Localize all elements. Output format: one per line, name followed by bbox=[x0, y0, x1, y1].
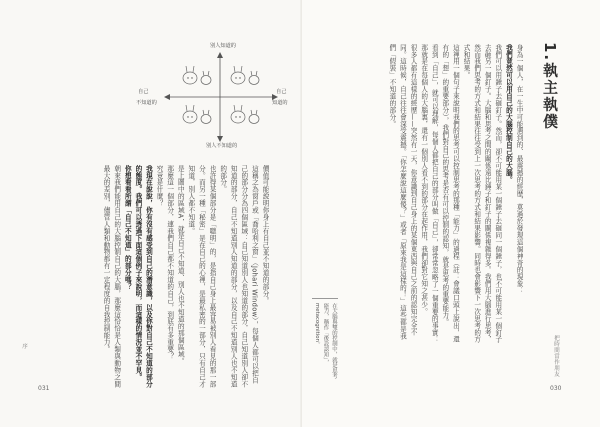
diagram-label-top: 別人知道的 bbox=[210, 43, 236, 49]
footnote: 在大腦與雙的控制中，就是思考能力，稱作「後設認知」，metacognition。 bbox=[312, 298, 338, 383]
right-emphasis: 我們竟然可以用自己的大腦控制自己的大腦。 bbox=[504, 44, 513, 183]
left-paragraph-3: 也許得某個部分是「聰明」的，是指自己身上最容易被別人看見的那一部分。而另一種「秘密」是在自己的心裡，是最私密的一部分，只有自己才知道，別人都不知道。 bbox=[186, 165, 217, 388]
right-paragraph-1: 身為一個人，在一生中可能遇到的、最震撼的經歷，莫過於發現這個神奇的現象： bbox=[515, 44, 523, 295]
left-question: 你想看看所謂「自己不知道」的部分嗎？ bbox=[123, 165, 132, 291]
diagram-label-bottom: 別人不知道的 bbox=[206, 143, 238, 149]
left-paragraph-2: 這稱之為窗戶或「喬哈利之窗」（Johari Window），每個人都可以把自己的部分分為四個區域：自己知道別人也知道的部分，自己知道別人卻不知道的部分，自己不知道別人知道的部分，以及自己不知道別人也不知道的部分。 bbox=[218, 165, 259, 388]
left-emphasis-paragraph: 我現在說說，你有沒有感受到自己的潛意識，以及你對自己不知道的部分的態度。我們可以透過下面這個例子來說明，而這樣的情況並不罕見。 bbox=[133, 165, 153, 388]
right-paragraph-3: 這裡用一個句子來說明我們的思考可以控制思考的那種「能力」的過程（註：會議口頭上說出，還有的「想」的重要部分），我們對自己的思考是否有可以控制的認知，就是思考的重要能力。 bbox=[440, 44, 460, 343]
right-running-head: 把時間當作朋友 bbox=[553, 335, 559, 377]
left-paragraph-6: 究竟是什麼？ bbox=[155, 165, 164, 207]
johari-window-diagram bbox=[136, 42, 290, 152]
left-paragraph-1: 價值可能說明你身上有自己並不知道的部分。 bbox=[261, 165, 269, 304]
diagram-graphic bbox=[150, 42, 290, 152]
right-paragraph-2: 我們可以用錘子去砸釘子。然而，卻不可能用某一個錘子去砸同一個錘子，也不可能用某一個釘子去砸另一個釘子。大腦和思考之間的關係遠比錘子和釘子的關係複雜得多。我們用大腦進行思考，然而我們思考的方式和結果往往受到上一次思考的方式和結果影響。同時也會影響下一次思考的方式和結果。 bbox=[462, 44, 502, 343]
right-page-number: 030 bbox=[550, 385, 562, 392]
right-paragraph-4: 看到「自己」，就可以理解，每個人都把自己的部分叫做「自己」，卻常常忽略了一個重要的事實：那就是在每個人的大腦裏，還有一個別人看不到的部分在起作用，我們卻對它知之甚少。 bbox=[419, 44, 439, 344]
diagram-label-left-1: 自己 bbox=[138, 89, 149, 95]
left-paragraph-5: 那麼這一個部分，連我們自己都不知道的自己，到底有多重要？ bbox=[165, 165, 174, 360]
diagram-label-right-2: 知道的 bbox=[272, 100, 288, 106]
diagram-label-left-2: 不知道的 bbox=[136, 100, 157, 106]
left-page-number: 031 bbox=[38, 385, 50, 392]
right-paragraph-5: 很多人都有這樣的經歷——突然有一天，你意識到自己身上的某個東西與自己之前的認知完全不同。這時候，自己往往會深受震撼。「你怎麼說這麼傻？」或者「原來我是這樣的！」這些都是我們「假裝」不知道的部分。 bbox=[387, 44, 418, 340]
left-body-text bbox=[38, 165, 270, 390]
diagram-label-right-1: 自己 bbox=[276, 89, 287, 95]
left-paragraph-9: 朝來我們能用自己的大腦控制自己的大腦，那麼這恰恰是人類與動物之間最大的差別，儘管人類和動物都有一定程度的自我控制能力。 bbox=[102, 165, 121, 388]
right-body-text bbox=[316, 44, 524, 344]
chapter-title: 1.執主執僕 bbox=[541, 42, 559, 131]
left-paragraph-4: 是上圖中的區域A，就是自己不知道、別人也不知道的那個區域。 bbox=[176, 165, 185, 365]
left-running-head: 序 bbox=[21, 343, 27, 349]
